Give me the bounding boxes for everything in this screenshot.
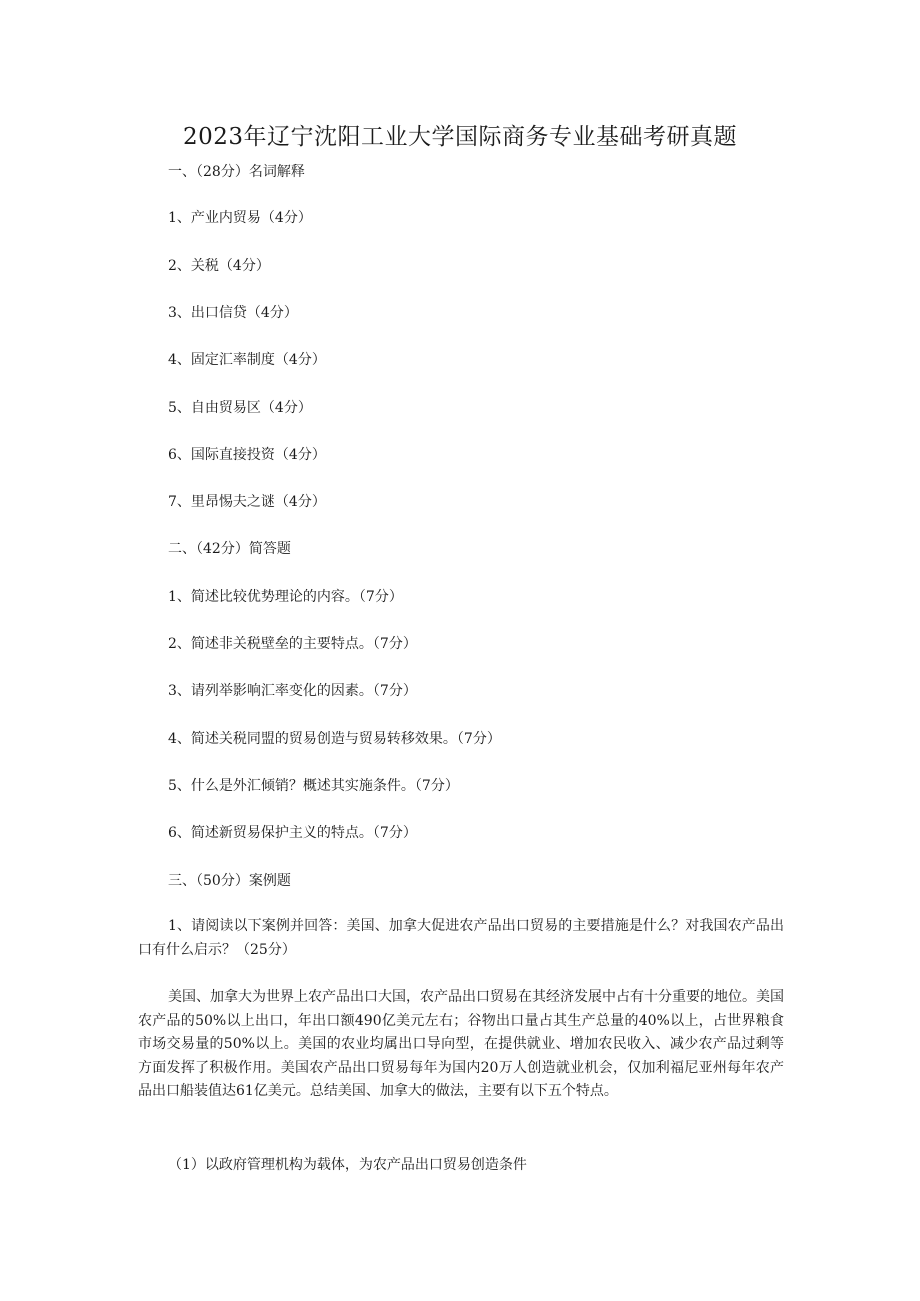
list-item: 6、国际直接投资（4分）	[168, 447, 326, 463]
list-item: 4、简述关税同盟的贸易创造与贸易转移效果。（7分）	[168, 731, 501, 747]
list-item: 3、请列举影响汇率变化的因素。（7分）	[168, 683, 417, 699]
list-item: 3、出口信贷（4分）	[168, 305, 298, 321]
document-title: 2023年辽宁沈阳工业大学国际商务专业基础考研真题	[182, 124, 738, 150]
case-text: 美国、加拿大为世界上农产品出口大国，农产品出口贸易在其经济发展中占有十分重要的地位。美国农产品的50%以上出口，年出口额490亿美元左右；谷物出口量占其生产总量的40%以上，占世界粮食市场交易量的50%以上。美国的农业均属出口导向型，在提供就业、增加农民收入、减少农产品过剩等方面发挥了积极作用。美国农产品出口贸易每年为国内20万人创造就业机会，仅加利福尼亚州每年农产品出口船装值达61亿美元。总结美国、加拿大的做法，主要有以下五个特点。	[138, 989, 784, 1099]
list-item: 5、什么是外汇倾销？概述其实施条件。（7分）	[168, 778, 459, 794]
case-point-1: （1）以政府管理机构为载体，为农产品出口贸易创造条件	[168, 1157, 527, 1173]
list-item: 7、里昂惕夫之谜（4分）	[168, 494, 326, 510]
section3-heading: 三、（50分）案例题	[168, 873, 291, 889]
list-item: 1、简述比较优势理论的内容。（7分）	[168, 589, 403, 605]
case-question: 1、请阅读以下案例并回答：美国、加拿大促进农产品出口贸易的主要措施是什么？对我国农产品出口有什么启示？（25分）	[138, 918, 784, 958]
list-item: 6、简述新贸易保护主义的特点。（7分）	[168, 825, 417, 841]
list-item: 5、自由贸易区（4分）	[168, 400, 312, 416]
section1-heading: 一、（28分）名词解释	[168, 164, 305, 180]
list-item: 1、产业内贸易（4分）	[168, 210, 312, 226]
list-item: 2、简述非关税壁垒的主要特点。（7分）	[168, 636, 417, 652]
section2-heading: 二、（42分）简答题	[168, 541, 291, 557]
list-item: 4、固定汇率制度（4分）	[168, 352, 326, 368]
list-item: 2、关税（4分）	[168, 258, 270, 274]
